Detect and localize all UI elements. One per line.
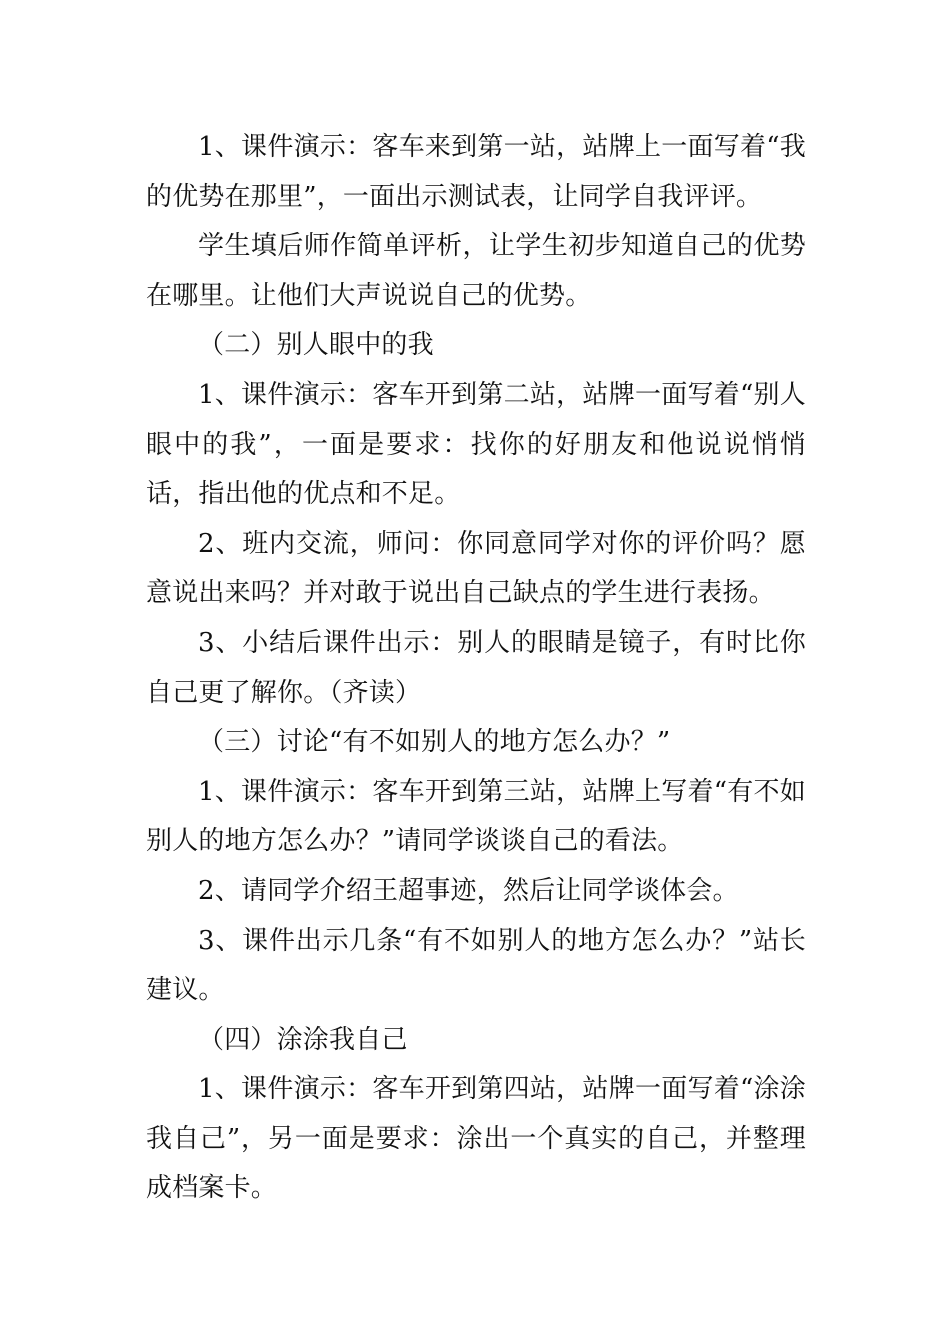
section-heading-3: （三）讨论“有不如别人的地方怎么办？” <box>198 727 671 758</box>
paragraph-station-one: 1、课件演示：客车来到第一站，站牌上一面写着“我的优势在那里”，一面出示测试表，让同学自我评评。 <box>146 132 806 212</box>
paragraph-station-two: 1、课件演示：客车开到第二站，站牌一面写着“别人眼中的我”，一面是要求：找你的好朋友和他说说悄悄话，指出他的优点和不足。 <box>146 379 806 510</box>
document-body <box>146 123 806 1214</box>
section-heading-2: （二）别人眼中的我 <box>198 330 434 361</box>
paragraph-class-exchange: 2、班内交流，师问：你同意同学对你的评价吗？愿意说出来吗？并对敢于说出自己缺点的学生进行表扬。 <box>146 528 806 609</box>
paragraph-self-evaluation: 学生填后师作简单评析，让学生初步知道自己的优势在哪里。让他们大声说说自己的优势。 <box>146 231 806 311</box>
paragraph-summary-mirror: 3、小结后课件出示：别人的眼睛是镜子，有时比你自己更了解你。（齐读） <box>146 627 806 708</box>
paragraph-station-three: 1、课件演示：客车开到第三站，站牌上写着“有不如别人的地方怎么办？”请同学谈谈自己的看法。 <box>146 776 806 857</box>
paragraph-station-suggestions: 3、课件出示几条“有不如别人的地方怎么办？”站长建议。 <box>146 925 806 1006</box>
section-heading-4: （四）涂涂我自己 <box>198 1024 408 1055</box>
paragraph-station-four: 1、课件演示：客车开到第四站，站牌一面写着“涂涂我自己”，另一面是要求：涂出一个真实的自己，并整理成档案卡。 <box>146 1074 806 1204</box>
paragraph-wang-chao: 2、请同学介绍王超事迹，然后让同学谈体会。 <box>198 875 739 906</box>
